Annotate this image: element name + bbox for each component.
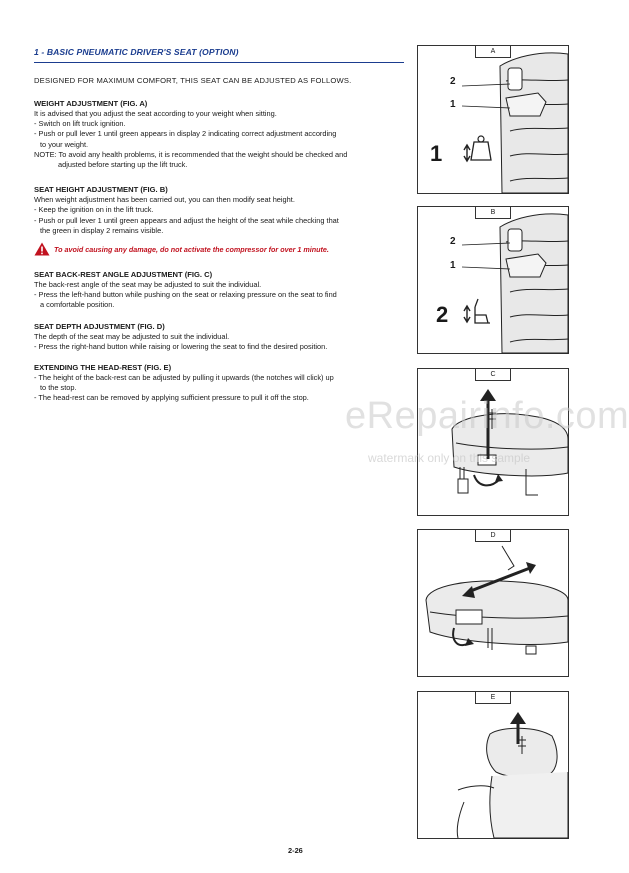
depth-heading: SEAT DEPTH ADJUSTMENT (FIG. D): [34, 321, 165, 331]
figure-d: [417, 529, 569, 677]
figure-a: [417, 45, 569, 194]
figure-e: [417, 691, 569, 839]
height-section: [34, 185, 406, 256]
weight-line: It is advised that you adjust the seat according to your weight when sitting.: [34, 109, 277, 118]
weight-heading: WEIGHT ADJUSTMENT (FIG. A): [34, 99, 148, 108]
seat-depth-illustration: [418, 530, 568, 676]
watermark-text: eRepairinfo.com: [345, 395, 629, 437]
height-heading: SEAT HEIGHT ADJUSTMENT (FIG. B): [34, 185, 168, 195]
warning-text: To avoid causing any damage, do not activate the compressor for over 1 minute.: [54, 244, 329, 254]
text-column: [34, 42, 406, 415]
callout-2: 2: [450, 76, 456, 87]
weight-line: - Switch on lift truck ignition.: [34, 119, 126, 129]
backrest-adjust-illustration: [418, 369, 568, 515]
intro-text: DESIGNED FOR MAXIMUM COMFORT, THIS SEAT CAN BE ADJUSTED AS FOLLOWS.: [34, 76, 352, 85]
callout-1: 1: [450, 260, 456, 271]
seat-lever-illustration: [418, 46, 568, 193]
figure-d-tab: D: [475, 529, 511, 542]
headrest-heading: EXTENDING THE HEAD-REST (FIG. E): [34, 363, 172, 373]
height-line: - Keep the ignition on in the lift truck.: [34, 205, 154, 215]
backrest-heading: SEAT BACK-REST ANGLE ADJUSTMENT (FIG. C): [34, 270, 213, 280]
backrest-section: [34, 270, 406, 311]
headrest-line: to the stop.: [40, 383, 77, 393]
weight-section: [34, 99, 406, 170]
headrest-illustration: [418, 692, 568, 838]
page-number: 2-26: [288, 846, 303, 855]
height-line: When weight adjustment has been carried out, you can then modify seat height.: [34, 195, 295, 205]
height-line: the green in display 2 remains visible.: [40, 225, 164, 235]
section-title: 1 - BASIC PNEUMATIC DRIVER'S SEAT (OPTION): [34, 47, 239, 57]
backrest-line: - Press the left-hand button while pushing on the seat or relaxing pressure on the seat to find: [34, 290, 337, 300]
weight-note: NOTE: To avoid any health problems, it is recommended that the weight should be checked and: [34, 149, 348, 159]
figure-a-step-number: 1: [430, 141, 443, 166]
figure-c-tab: C: [475, 368, 511, 381]
figure-b: [417, 206, 569, 354]
backrest-line: a comfortable position.: [40, 300, 115, 310]
watermark-subtext: watermark only on this sample: [368, 451, 531, 465]
headrest-line: - The height of the back-rest can be adjusted by pulling it upwards (the notches will click) up: [34, 373, 334, 383]
callout-2: 2: [450, 236, 456, 247]
warning-row: [34, 242, 406, 256]
weight-note: adjusted before starting up the lift truck.: [58, 160, 188, 170]
depth-line: The depth of the seat may be adjusted to suit the individual.: [34, 331, 230, 341]
figure-e-tab: E: [475, 691, 511, 704]
figure-a-tab: A: [475, 45, 511, 58]
callout-1: 1: [450, 99, 456, 110]
height-line: - Push or pull lever 1 until green appears and adjust the height of the seat while checking that: [34, 215, 339, 225]
depth-section: [34, 322, 406, 352]
weight-line: to your weight.: [40, 139, 89, 149]
figure-b-tab: B: [475, 206, 511, 219]
depth-line: - Press the right-hand button while raising or lowering the seat to find the desired position.: [34, 341, 328, 351]
warning-icon: [34, 242, 50, 256]
headrest-line: - The head-rest can be removed by applying sufficient pressure to pull it off the stop.: [34, 393, 309, 403]
backrest-line: The back-rest angle of the seat may be adjusted to suit the individual.: [34, 280, 262, 290]
seat-lever-illustration: [418, 207, 568, 353]
weight-line: - Push or pull lever 1 until green appears in display 2 indicating correct adjustment according: [34, 129, 337, 139]
section-title-bar: [34, 42, 404, 63]
figure-b-step-number: 2: [436, 302, 449, 327]
figure-c: [417, 368, 569, 516]
